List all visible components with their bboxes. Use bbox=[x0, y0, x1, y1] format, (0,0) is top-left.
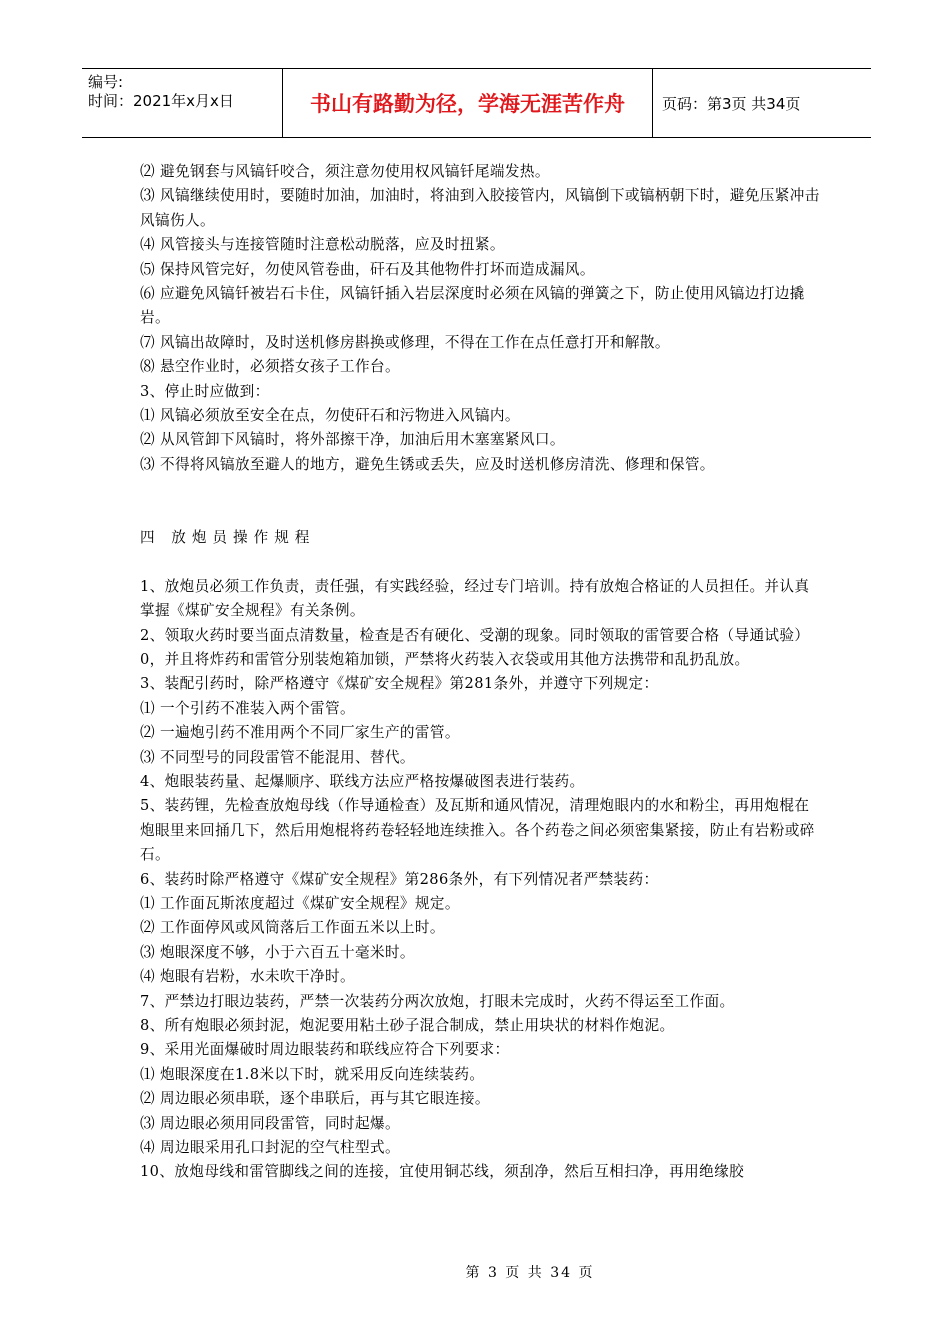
paragraph: ⑷ 风管接头与连接管随时注意松动脱落，应及时扭紧。 bbox=[140, 236, 505, 254]
paragraph: ⑻ 悬空作业时，必须搭女孩子工作台。 bbox=[140, 358, 400, 376]
paragraph: ⑶ 风镐继续使用时，要随时加油，加油时，将油到入胶接管内，风镐倒下或镐柄朝下时，避免压紧冲击风镐伤人。 bbox=[140, 187, 820, 229]
date-line: 时间：2021年x月x日 bbox=[88, 92, 234, 110]
paragraph: 3、装配引药时，除严格遵守《煤矿安全规程》第281条外，并遵守下列规定： bbox=[140, 675, 659, 693]
paragraph: 1、放炮员必须工作负责，责任强，有实践经验，经过专门培训。持有放炮合格证的人员担任。并认真掌握《煤矿安全规程》有关条例。 bbox=[140, 577, 810, 620]
paragraph: ⑸ 保持风管完好，勿使风管卷曲，矸石及其他物件打坏而造成漏风。 bbox=[140, 260, 595, 278]
paragraph: ⑵ 避免钢套与风镐钎咬合，须注意勿使用权风镐钎尾端发热。 bbox=[140, 163, 550, 180]
code-label: 编号: bbox=[88, 73, 124, 91]
paragraph: ⑴ 工作面瓦斯浓度超过《煤矿安全规程》规定。 bbox=[140, 894, 460, 912]
paragraph: 10、放炮母线和雷管脚线之间的连接，宜使用铜芯线，须刮净，然后互相扫净，再用绝缘胶 bbox=[140, 1163, 745, 1181]
paragraph: ⑶ 周边眼必须用同段雷管，同时起爆。 bbox=[140, 1114, 400, 1132]
paragraph: 9、采用光面爆破时周边眼装药和联线应符合下列要求： bbox=[140, 1041, 510, 1059]
section-title: 四 放炮员操作规程 bbox=[140, 529, 316, 547]
paragraph: ⑴ 一个引药不准装入两个雷管。 bbox=[140, 699, 355, 717]
paragraph: ⑵ 从风管卸下风镐时，将外部擦干净，加油后用木塞塞紧风口。 bbox=[140, 431, 565, 449]
paragraph: ⑷ 炮眼有岩粉，水未吹干净时。 bbox=[140, 968, 355, 986]
paragraph: 7、严禁边打眼边装药，严禁一次装药分两次放炮，打眼未完成时，火药不得运至工作面。 bbox=[140, 992, 735, 1010]
paragraph: ⑺ 风镐出故障时，及时送机修房斟换或修理，不得在工作在点任意打开和解散。 bbox=[140, 333, 670, 351]
paragraph: ⑷ 周边眼采用孔口封泥的空气柱型式。 bbox=[140, 1139, 400, 1157]
document-body bbox=[140, 160, 820, 1185]
paragraph: ⑶ 不同型号的同段雷管不能混用、替代。 bbox=[140, 748, 415, 766]
paragraph: ⑶ 不得将风镐放至避人的地方，避免生锈或丢失，应及时送机修房清洗、修理和保管。 bbox=[140, 455, 715, 473]
paragraph: 8、所有炮眼必须封泥，炮泥要用粘土砂子混合制成，禁止用块状的材料作炮泥。 bbox=[140, 1017, 675, 1034]
page-header bbox=[82, 68, 871, 138]
page-info: 页码：第3页 共34页 bbox=[662, 94, 801, 113]
paragraph: ⑴ 风镐必须放至安全在点，勿使矸石和污物进入风镐内。 bbox=[140, 407, 520, 425]
page-footer: 第 3 页 共 34 页 bbox=[465, 1265, 595, 1281]
paragraph: ⑵ 一遍炮引药不准用两个不同厂家生产的雷管。 bbox=[140, 724, 460, 742]
paragraph: 6、装药时除严格遵守《煤矿安全规程》第286条外，有下列情况者严禁装药： bbox=[140, 870, 659, 888]
paragraph: 4、炮眼装药量、起爆顺序、联线方法应严格按爆破图表进行装药。 bbox=[140, 772, 585, 790]
motto: 书山有路勤为径，学海无涯苦作舟 bbox=[283, 69, 653, 137]
paragraph: 3、停止时应做到： bbox=[140, 382, 270, 400]
paragraph: ⑵ 工作面停风或风筒落后工作面五米以上时。 bbox=[140, 919, 445, 937]
paragraph: ⑵ 周边眼必须串联，逐个串联后，再与其它眼连接。 bbox=[140, 1090, 490, 1108]
paragraph: ⑹ 应避免风镐钎被岩石卡住，风镐钎插入岩层深度时必须在风镐的弹簧之下，防止使用风镐边打边撬岩。 bbox=[140, 285, 805, 327]
paragraph: ⑴ 炮眼深度在1.8米以下时，就采用反向连续装药。 bbox=[140, 1065, 485, 1083]
paragraph: 5、装药锂，先检查放炮母线（作导通检查）及瓦斯和通风情况，清理炮眼内的水和粉尘，再用炮棍在炮眼里来回捅几下，然后用炮棍将药卷轻轻地连续推入。各个药卷之间必须密集紧接，防止有岩粉或碎石。 bbox=[140, 797, 815, 864]
paragraph: ⑶ 炮眼深度不够，小于六百五十毫米时。 bbox=[140, 943, 415, 961]
header-meta bbox=[82, 69, 283, 137]
paragraph: 2、领取火药时要当面点清数量，检查是否有硬化、受潮的现象。同时领取的雷管要合格（导通试验）0，并且将炸药和雷管分别装炮箱加锁，严禁将火药装入衣袋或用其他方法携带和乱扔乱放。 bbox=[140, 626, 810, 668]
